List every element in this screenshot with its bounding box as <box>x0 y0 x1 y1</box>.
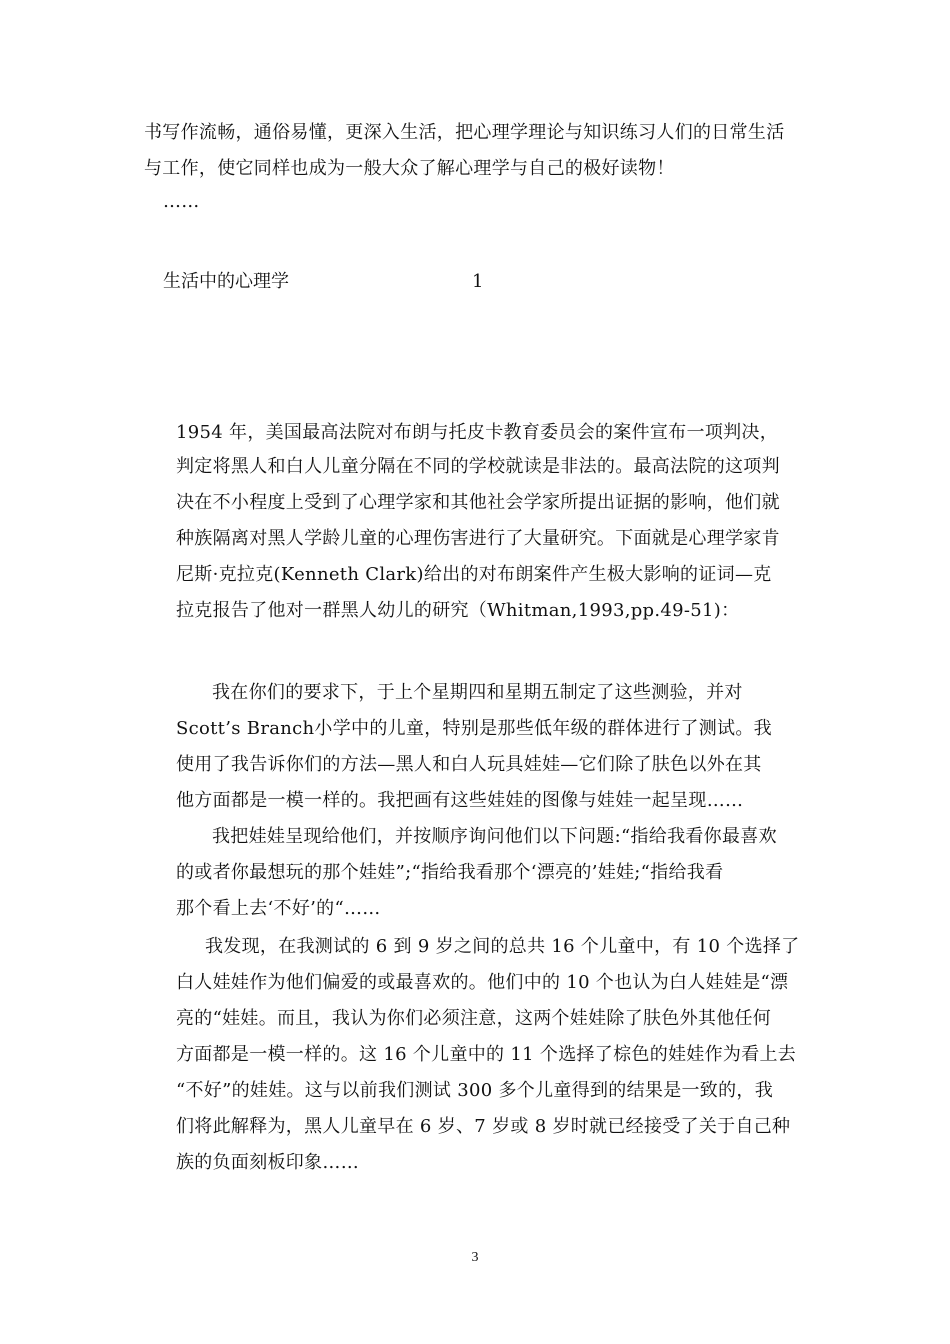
quote-line-12: “不好”的娃娃。这与以前我们测试 300 多个儿童得到的结果是一致的，我 <box>176 1080 774 1101</box>
quote-line-11: 方面都是一模一样的。这 16 个儿童中的 11 个选择了棕色的娃娃作为看上去 <box>176 1044 797 1065</box>
quote-line-7: 那个看上去‘不好’的“…… <box>176 898 381 919</box>
quote-line-3: 使用了我告诉你们的方法—黑人和白人玩具娃娃—它们除了肤色以外在其 <box>176 754 762 775</box>
quote-line-10: 亮的“娃娃。而且，我认为你们必须注意，这两个娃娃除了肤色外其他任何 <box>176 1008 772 1029</box>
quote-line-14: 族的负面刻板印象…… <box>176 1152 359 1173</box>
quote-line-6: 的或者你最想玩的那个娃娃”;“指给我看那个‘漂亮的’娃娃;“指给我看 <box>176 862 724 883</box>
quote-line-13: 们将此解释为，黑人儿童早在 6 岁、7 岁或 8 岁时就已经接受了关于自己种 <box>176 1116 791 1137</box>
paragraph1-line-4: 种族隔离对黑人学龄儿童的心理伤害进行了大量研究。下面就是心理学家肯 <box>176 528 780 549</box>
quote-line-1: 我在你们的要求下，于上个星期四和星期五制定了这些测验，并对 <box>212 682 743 703</box>
paragraph1-line-3: 决在不小程度上受到了心理学家和其他社会学家所提出证据的影响，他们就 <box>176 492 780 513</box>
quote-line-8: 我发现，在我测试的 6 到 9 岁之间的总共 16 个儿童中，有 10 个选择了 <box>205 936 800 957</box>
intro-line-2: 与工作，使它同样也成为一般大众了解心理学与自己的极好读物！ <box>144 158 675 179</box>
page-number: 3 <box>471 1250 479 1265</box>
paragraph1-line-5: 尼斯·克拉克(Kenneth Clark)给出的对布朗案件产生极大影响的证词—克 <box>176 564 772 585</box>
quote-line-9: 白人娃娃作为他们偏爱的或最喜欢的。他们中的 10 个也认为白人娃娃是“漂 <box>176 972 789 993</box>
quote-line-4: 他方面都是一模一样的。我把画有这些娃娃的图像与娃娃一起呈现…… <box>176 790 744 811</box>
quote-line-2: Scott’s Branch小学中的儿童，特别是那些低年级的群体进行了测试。我 <box>176 718 772 739</box>
chapter-number: 1 <box>472 271 484 292</box>
intro-line-1: 书写作流畅，通俗易懂，更深入生活，把心理学理论与知识练习人们的日常生活 <box>144 122 785 143</box>
quote-line-5: 我把娃娃呈现给他们，并按顺序询问他们以下问题:“指给我看你最喜欢 <box>212 826 777 847</box>
paragraph1-line-2: 判定将黑人和白人儿童分隔在不同的学校就读是非法的。最高法院的这项判 <box>176 456 780 477</box>
chapter-heading <box>163 270 503 294</box>
paragraph1-line-6: 拉克报告了他对一群黑人幼儿的研究（Whitman,1993,pp.49-51)： <box>176 600 740 621</box>
chapter-title: 生活中的心理学 <box>163 271 289 292</box>
intro-ellipsis: …… <box>163 191 200 212</box>
paragraph1-line-1: 1954 年，美国最高法院对布朗与托皮卡教育委员会的案件宣布一项判决， <box>176 422 779 443</box>
